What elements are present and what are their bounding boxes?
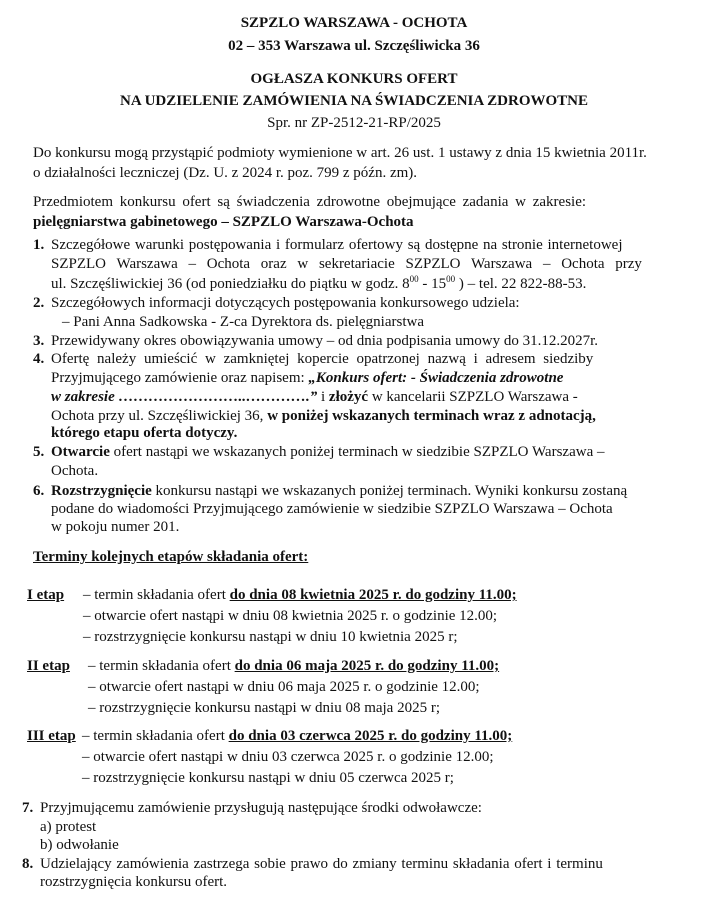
stage-2-label: II etap: [27, 658, 70, 674]
item-4-line4: Ochota przy ul. Szczęśliwickiej 36, w poniżej wskazanych terminach wraz z adnotacją,: [51, 408, 596, 424]
terms-heading: Terminy kolejnych etapów składania ofert:: [33, 549, 309, 565]
stage-3-deadline: – termin składania ofert do dnia 03 czerwca 2025 r. do godziny 11.00;: [82, 728, 513, 744]
item-7-line1: Przyjmującemu zamówienie przysługują następujące środki odwoławcze:: [40, 800, 482, 816]
item-2-number: 2.: [33, 295, 45, 311]
stage-2-deadline: – termin składania ofert do dnia 06 maja 2025 r. do godziny 11.00;: [88, 658, 500, 674]
item-1-line1: Szczegółowe warunki postępowania i formularz ofertowy są dostępne na stronie internetowej: [51, 237, 623, 253]
item-5-number: 5.: [33, 444, 45, 460]
intro-line1: Do konkursu mogą przystąpić podmioty wymienione w art. 26 ust. 1 ustawy z dnia 15 kwietnia 2011r.: [33, 145, 647, 161]
stage-1-opening: – otwarcie ofert nastąpi w dniu 08 kwietnia 2025 r. o godzinie 12.00;: [83, 608, 498, 624]
org-address: 02 – 353 Warszawa ul. Szczęśliwicka 36: [228, 38, 480, 54]
stage-2-opening: – otwarcie ofert nastąpi w dniu 06 maja 2025 r. o godzinie 12.00;: [88, 679, 480, 695]
intro-line2: o działalności leczniczej (Dz. U. z 2024 r. poz. 799 z późn. zm).: [33, 165, 418, 181]
stage-2-resolution: – rozstrzygnięcie konkursu nastąpi w dniu 08 maja 2025 r;: [88, 700, 441, 716]
stage-3-label: III etap: [27, 728, 76, 744]
item-4-line5: którego etapu oferta dotyczy.: [51, 425, 238, 441]
item-4-line3: w zakresie ……………………..………….” i złożyć w kancelarii SZPZLO Warszawa -: [51, 389, 578, 405]
item-1-line3: ul. Szczęśliwickiej 36 (od poniedziałku do piątku w godz. $8^{00} - 15^{00}$ ) – tel. 22 822-88-53.: [51, 274, 587, 292]
subject-line1: Przedmiotem konkursu ofert są świadczenia zdrowotne obejmujące zadania w zakresie:: [33, 194, 587, 210]
item-5-line1: Otwarcie ofert nastąpi we wskazanych poniżej terminach w siedzibie SZPZLO Warszawa –: [51, 444, 605, 460]
announce-title-line1: OGŁASZA KONKURS OFERT: [250, 71, 458, 87]
item-4-number: 4.: [33, 351, 45, 367]
item-8-number: 8.: [22, 856, 34, 872]
item-6-line3: w pokoju numer 201.: [51, 519, 180, 535]
item-2-line1: Szczegółowych informacji dotyczących postępowania konkursowego udziela:: [51, 295, 520, 311]
subject-line2: pielęgniarstwa gabinetowego – SZPZLO Warszawa-Ochota: [33, 214, 414, 230]
item-4-line2: Przyjmującego zamówienie oraz napisem: „Konkurs ofert: - Świadczenia zdrowotne: [51, 370, 564, 386]
item-8-line2: rozstrzygnięcia konkursu ofert.: [40, 874, 228, 890]
stage-3-opening: – otwarcie ofert nastąpi w dniu 03 czerwca 2025 r. o godzinie 12.00;: [82, 749, 494, 765]
reference-number: Spr. nr ZP-2512-21-RP/2025: [267, 115, 441, 131]
item-4-line1: Ofertę należy umieścić w zamkniętej kopercie opatrzonej nazwą i adresem siedziby: [51, 351, 594, 367]
stage-1-label: I etap: [27, 587, 65, 603]
item-6-line1: Rozstrzygnięcie konkursu nastąpi we wskazanych poniżej terminach. Wyniki konkursu zostaną: [51, 483, 628, 499]
item-5-line2: Ochota.: [51, 463, 99, 479]
item-1-number: 1.: [33, 237, 45, 253]
org-name: SZPZLO WARSZAWA - OCHOTA: [240, 15, 468, 31]
item-2-line2: – Pani Anna Sadkowska - Z-ca Dyrektora ds. pielęgniarstwa: [62, 314, 424, 330]
item-8-line1: Udzielający zamówienia zastrzega sobie prawo do zmiany terminu składania ofert i terminu: [40, 856, 603, 872]
stage-1-resolution: – rozstrzygnięcie konkursu nastąpi w dniu 10 kwietnia 2025 r;: [83, 629, 458, 645]
item-1-line2: SZPZLO Warszawa – Ochota oraz w sekretariacie SZPZLO Warszawa – Ochota przy: [51, 256, 642, 272]
item-6-number: 6.: [33, 483, 45, 499]
item-6-line2: podane do wiadomości Przyjmującego zamówienie w siedzibie SZPZLO Warszawa – Ochota: [51, 501, 613, 517]
item-3-number: 3.: [33, 333, 45, 349]
item-3-line1: Przewidywany okres obowiązywania umowy – od dnia podpisania umowy do 31.12.2027r.: [51, 333, 598, 349]
stage-3-resolution: – rozstrzygnięcie konkursu nastąpi w dniu 05 czerwca 2025 r;: [82, 770, 454, 786]
stage-1-deadline: – termin składania ofert do dnia 08 kwietnia 2025 r. do godziny 11.00;: [83, 587, 517, 603]
item-7-option-a: a) protest: [40, 819, 97, 835]
item-7-number: 7.: [22, 800, 34, 816]
item-7-option-b: b) odwołanie: [40, 837, 119, 853]
announce-title-line2: NA UDZIELENIE ZAMÓWIENIA NA ŚWIADCZENIA ZDROWOTNE: [119, 93, 588, 109]
